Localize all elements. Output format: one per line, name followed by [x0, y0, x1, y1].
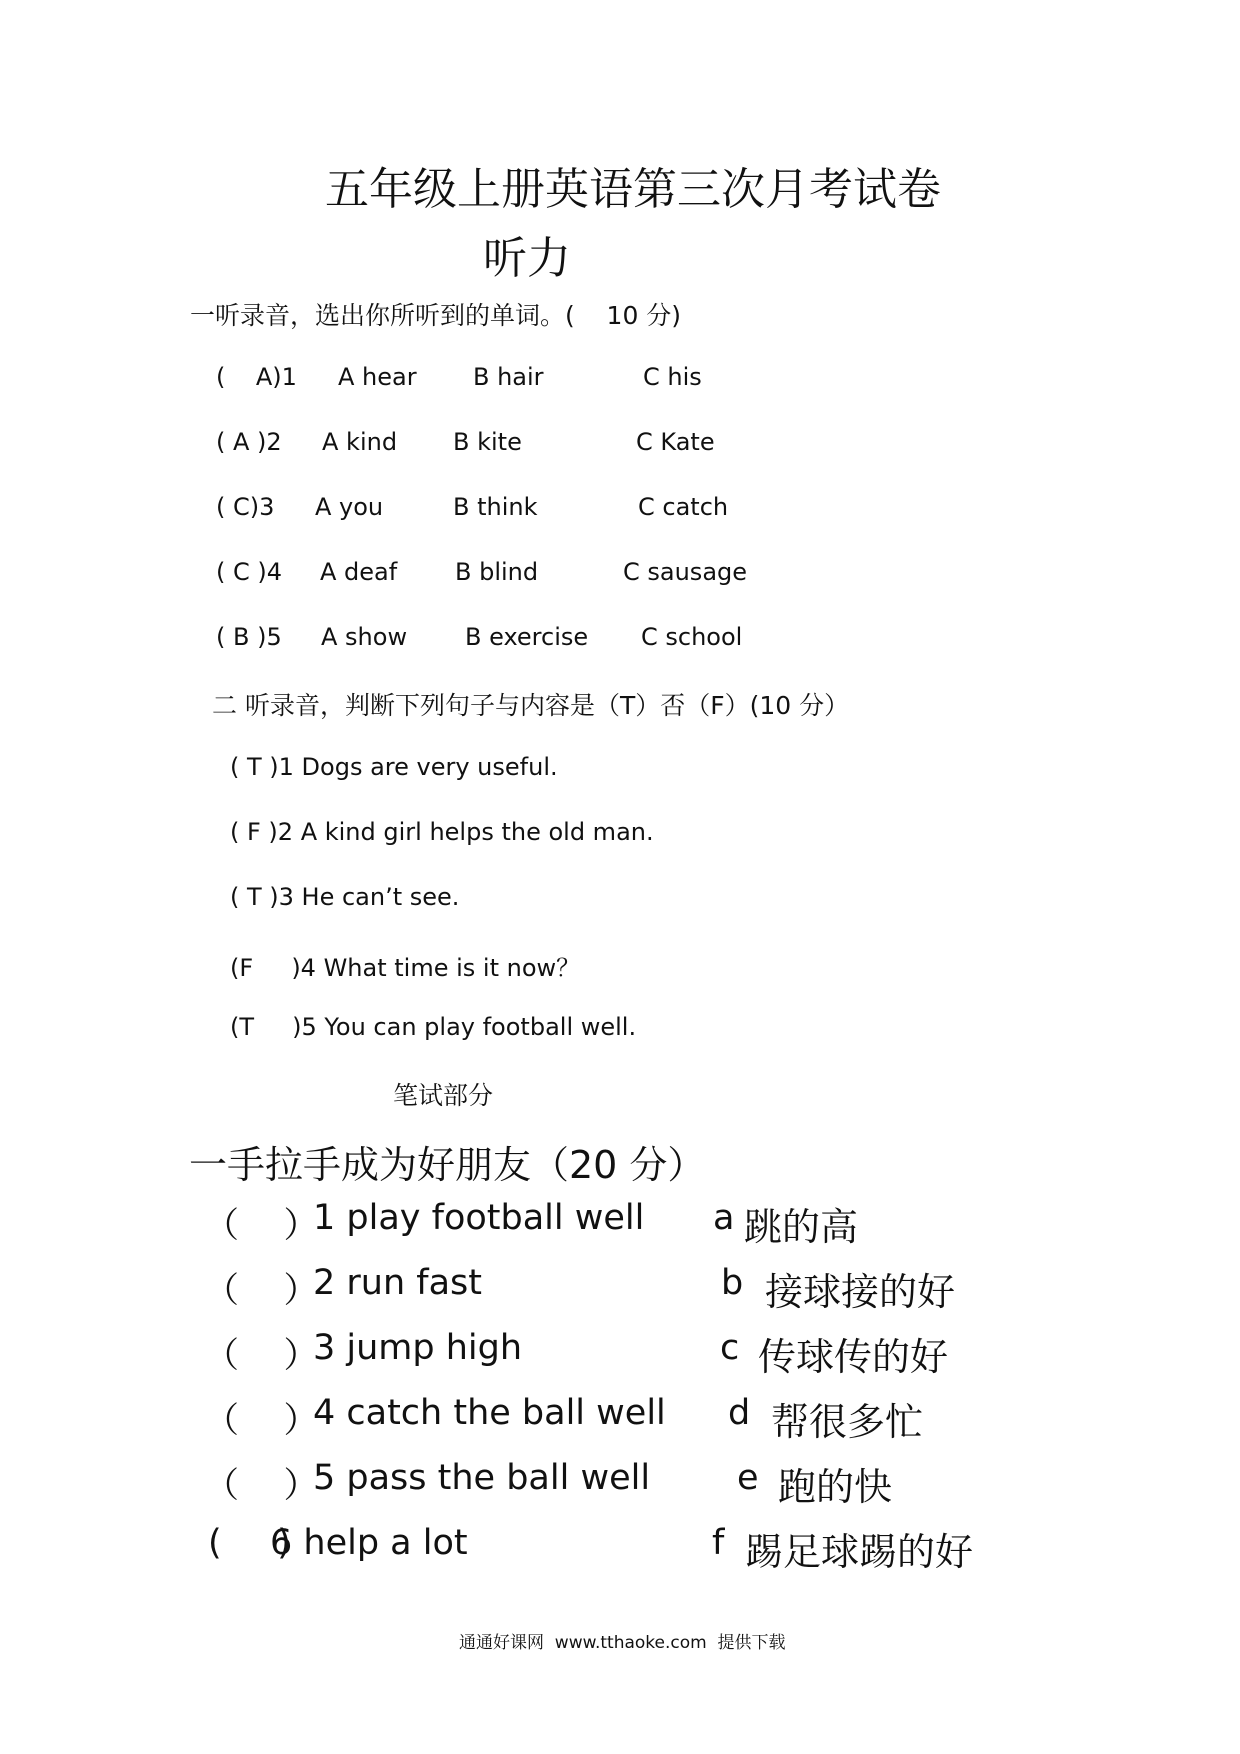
footer-source: 通通好课网 www.tthaoke.com 提供下载 [459, 1633, 786, 1653]
option-b: B kite [453, 428, 522, 456]
answer-bracket: ( A )2 [216, 428, 282, 456]
option-a: A show [321, 623, 408, 651]
match-letter: c [720, 1328, 740, 1368]
page-title: 五年级上册英语第三次月考试卷 [325, 164, 941, 215]
english-phrase: 1 play football well [313, 1198, 645, 1238]
answer-bracket: ( C)3 [216, 493, 275, 521]
listening-section2-heading: 二 听录音，判断下列句子与内容是（T）否（F）(10 分） [212, 691, 850, 720]
statement-item: (T )5 You can play football well. [230, 1013, 637, 1041]
answer-bracket: （ ） [204, 1271, 319, 1311]
option-c: C catch [638, 493, 729, 521]
option-c: C his [643, 363, 702, 391]
match-letter: e [737, 1458, 759, 1498]
option-c: C school [641, 623, 743, 651]
answer-bracket: ( A)1 [216, 363, 297, 391]
match-letter: a [713, 1198, 735, 1238]
option-a: A hear [338, 363, 417, 391]
listening-section1-heading: 一听录音，选出你所听到的单词。( 10 分) [190, 301, 682, 330]
option-b: B hair [473, 363, 544, 391]
english-phrase: 5 pass the ball well [313, 1458, 651, 1498]
statement-item: ( F )2 A kind girl helps the old man. [230, 818, 654, 846]
match-letter: d [728, 1393, 751, 1433]
answer-bracket: ( C )4 [216, 558, 283, 586]
english-phrase: 3 jump high [313, 1328, 523, 1368]
option-a: A deaf [320, 558, 398, 586]
answer-bracket: （ ） [204, 1336, 319, 1376]
option-a: A you [315, 493, 384, 521]
chinese-meaning: 接球接的好 [765, 1270, 956, 1314]
english-phrase: 2 run fast [313, 1263, 483, 1303]
english-phrase: 4 catch the ball well [313, 1393, 666, 1433]
match-letter: f [712, 1523, 725, 1563]
statement-item: ( T )3 He can’t see. [230, 883, 460, 911]
chinese-meaning: 跑的快 [778, 1465, 893, 1509]
statement-item: (F )4 What time is it now？ [230, 954, 581, 982]
chinese-meaning: 踢足球踢的好 [745, 1530, 974, 1574]
statement-item: ( T )1 Dogs are very useful. [230, 753, 558, 781]
chinese-meaning: 跳的高 [744, 1205, 859, 1249]
written-part-label: 笔试部分 [393, 1081, 494, 1110]
match-letter: b [721, 1263, 744, 1303]
answer-bracket: （ ） [204, 1466, 319, 1506]
option-c: C Kate [636, 428, 715, 456]
option-a: A kind [322, 428, 398, 456]
written-section1-heading: 一手拉手成为好朋友（20 分） [189, 1143, 706, 1187]
answer-bracket: （ ） [204, 1401, 319, 1441]
answer-bracket: （ ） [204, 1206, 319, 1246]
english-phrase: 6 help a lot [270, 1523, 468, 1563]
option-b: B exercise [465, 623, 589, 651]
chinese-meaning: 帮很多忙 [771, 1400, 924, 1444]
option-b: B blind [455, 558, 539, 586]
option-b: B think [453, 493, 538, 521]
chinese-meaning: 传球传的好 [758, 1335, 949, 1379]
answer-bracket: ( B )5 [216, 623, 282, 651]
option-c: C sausage [623, 558, 748, 586]
answer-bracket: ( ) [208, 1523, 291, 1563]
listening-subtitle: 听力 [483, 233, 571, 284]
